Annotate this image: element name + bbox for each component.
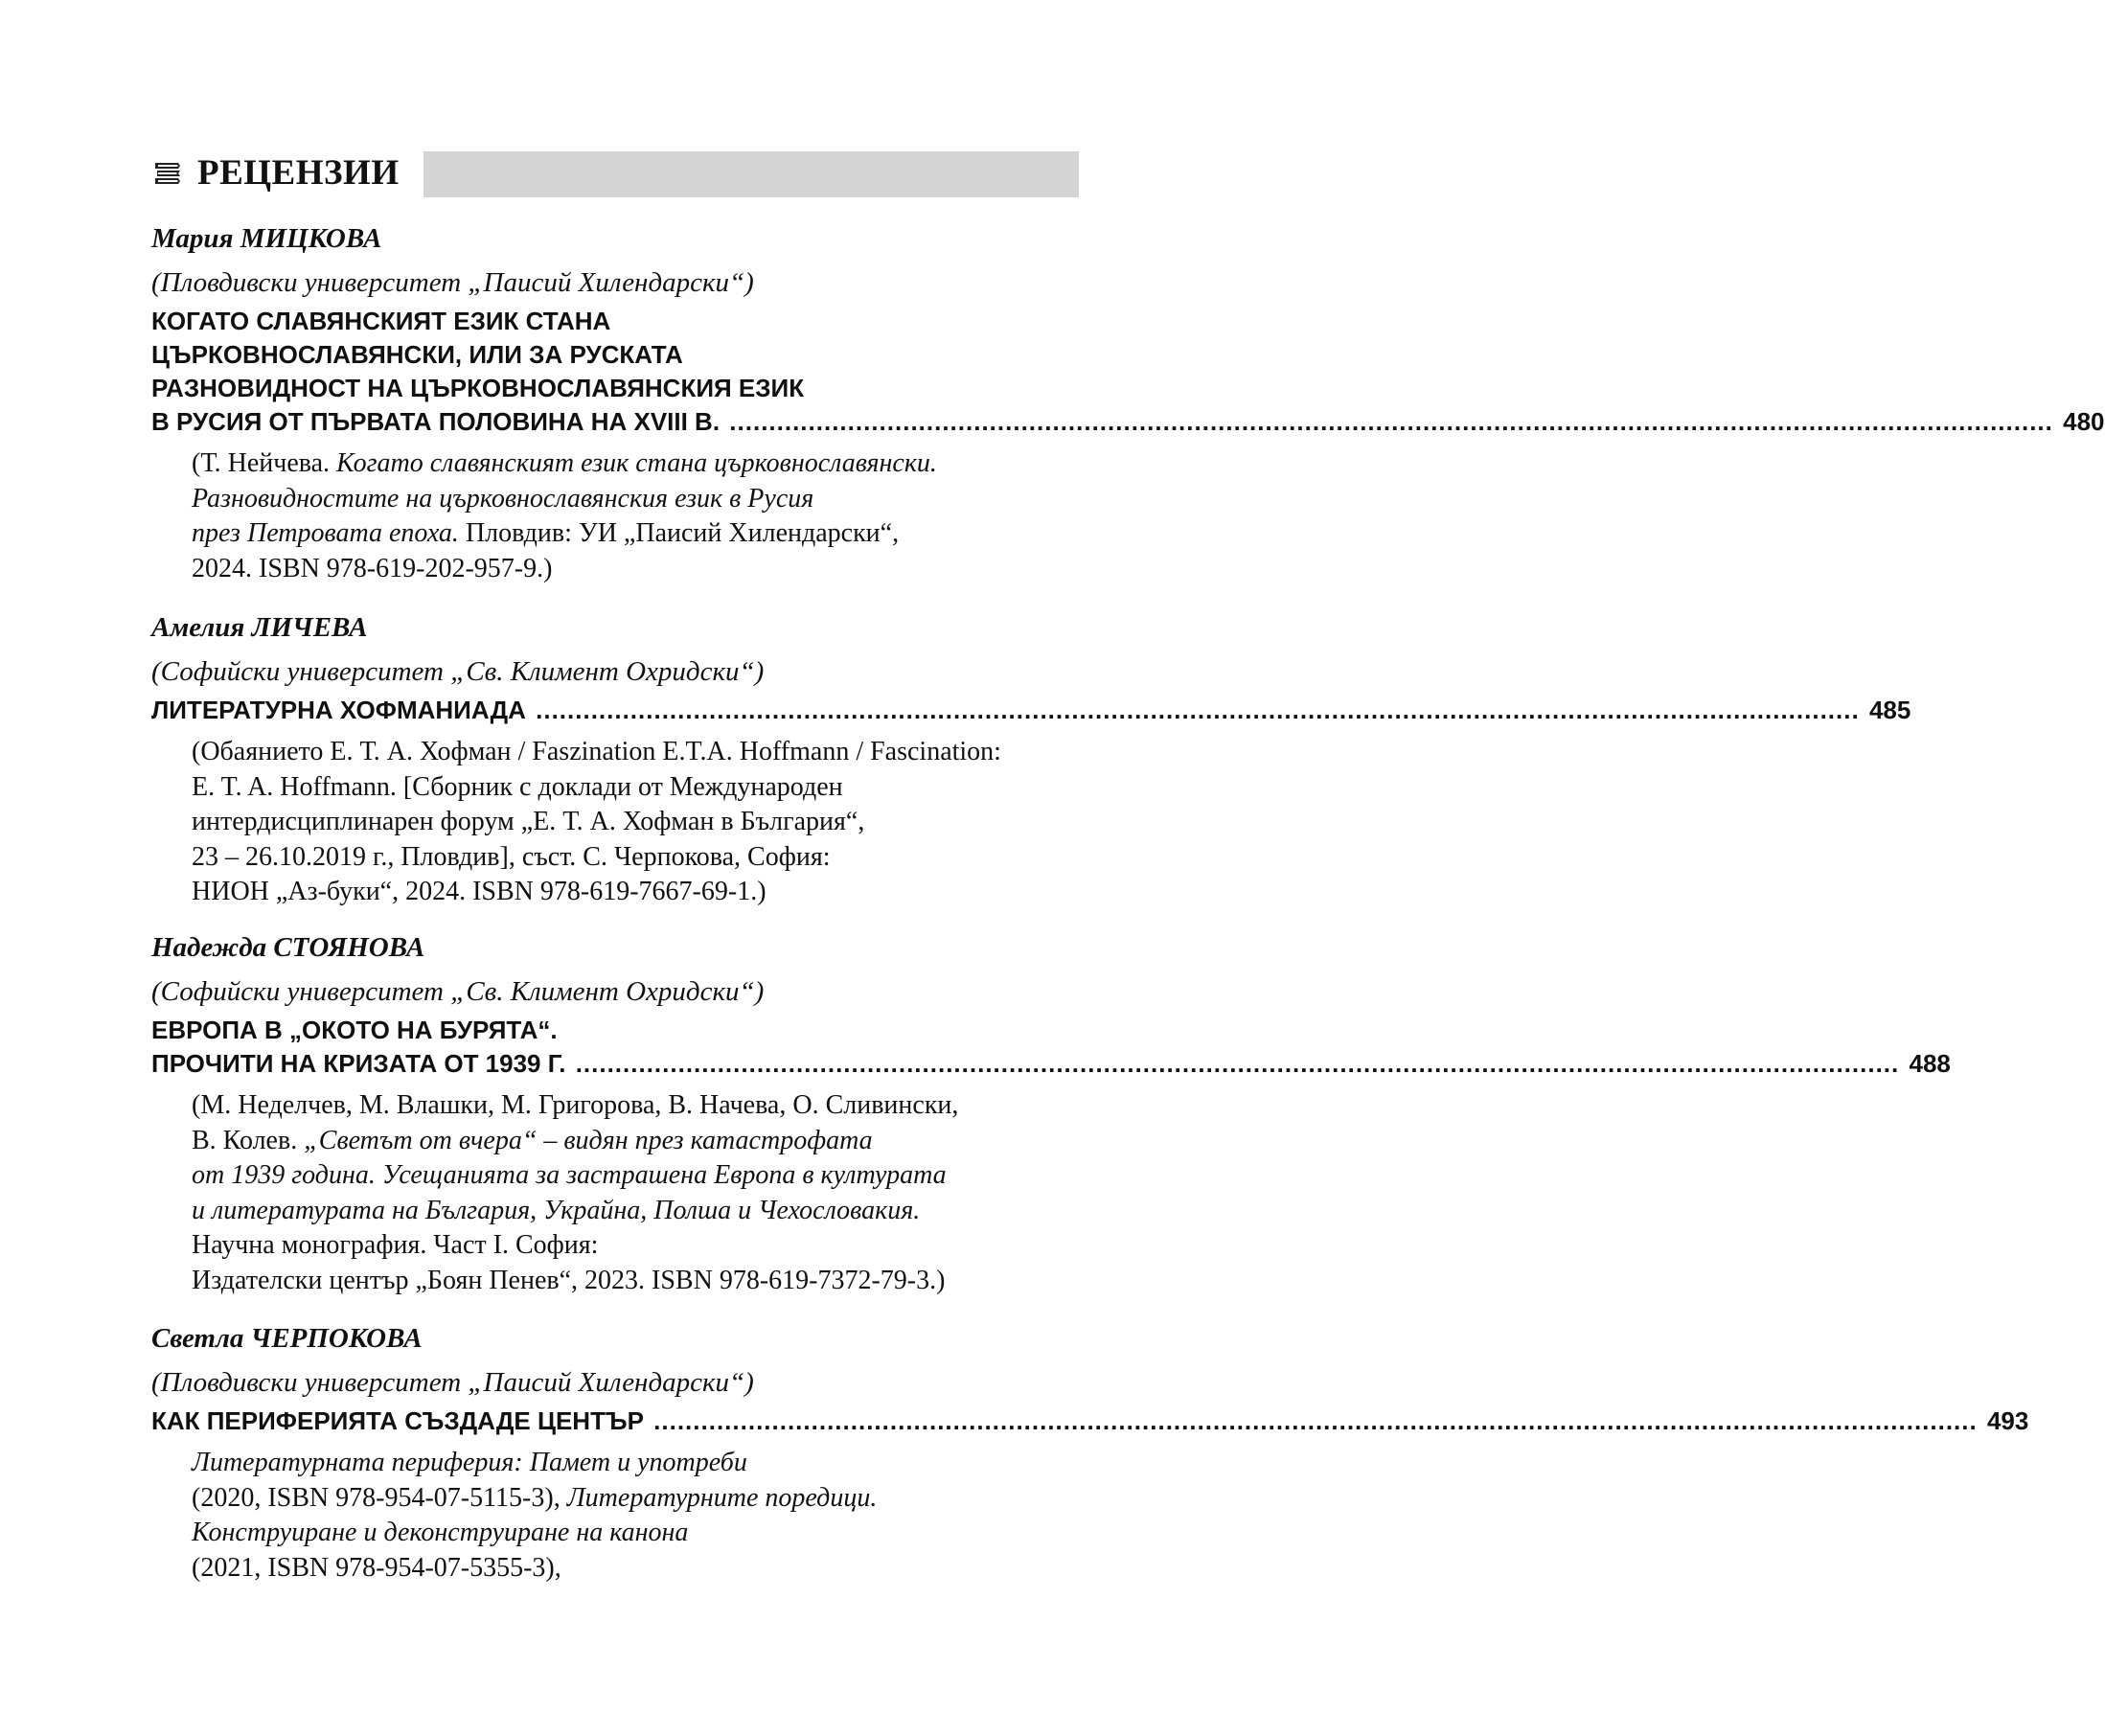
desc-book-title: и литературата на България, Украйна, Полша и Чехословакия. bbox=[192, 1195, 921, 1225]
entry-description bbox=[192, 1446, 1065, 1586]
dot-leader bbox=[576, 1049, 1900, 1078]
toc-entry bbox=[151, 1320, 2029, 1586]
entry-page-number[interactable]: 480 bbox=[2063, 407, 2105, 436]
entry-description bbox=[192, 735, 1065, 910]
toc-entry bbox=[151, 220, 2105, 586]
desc-text: В. Колев. bbox=[192, 1125, 305, 1155]
section-title: РЕЦЕНЗИИ bbox=[197, 153, 400, 193]
dot-leader bbox=[536, 696, 1860, 724]
desc-book-title: Разновидностите на църковнославянския език в Русия bbox=[192, 483, 814, 514]
desc-text: (2021, ISBN 978-954-07-5355-3), bbox=[192, 1552, 561, 1583]
entry-page-number[interactable]: 493 bbox=[1986, 1406, 2029, 1435]
toc-entry bbox=[151, 609, 1911, 910]
entry-title[interactable] bbox=[151, 1014, 1951, 1081]
desc-book-title: през Петровата епоха. bbox=[192, 518, 459, 548]
entry-title[interactable] bbox=[151, 694, 1911, 727]
entry-affiliation: (Софийски университет „Св. Климент Охридски“) bbox=[151, 656, 765, 687]
desc-text: (Т. Нейчева. bbox=[192, 448, 337, 478]
desc-book-title: Когато славянският език стана църковнославянски. bbox=[336, 448, 937, 478]
entry-affiliation: (Пловдивски университет „Паисий Хилендарски“) bbox=[151, 1367, 754, 1398]
entry-author: Мария МИЦКОВА bbox=[151, 223, 382, 254]
desc-book-title: от 1939 година. Усещанията за застрашена Европа в културата bbox=[192, 1160, 947, 1190]
entry-title-line: РАЗНОВИДНОСТ НА ЦЪРКОВНОСЛАВЯНСКИЯ ЕЗИК bbox=[151, 374, 805, 402]
dot-leader bbox=[729, 407, 2053, 436]
entry-title[interactable] bbox=[151, 1405, 2029, 1438]
entry-description bbox=[192, 446, 1065, 586]
desc-text: НИОН „Аз-буки“, 2024. ISBN 978-619-7667-69-1.) bbox=[192, 877, 766, 906]
desc-book-title: „Светът от вчера“ – видян през катастрофата bbox=[304, 1125, 873, 1155]
entry-title-line: ЕВРОПА В „ОКОТО НА БУРЯТА“. bbox=[151, 1016, 558, 1044]
entry-author: Надежда СТОЯНОВА bbox=[151, 932, 425, 963]
entry-title-line: В РУСИЯ ОТ ПЪРВАТА ПОЛОВИНА НА XVIII В. bbox=[151, 407, 721, 436]
book-stack-icon bbox=[153, 157, 182, 186]
entry-description bbox=[192, 1088, 1065, 1298]
desc-text: E. T. A. Hoffmann. [Сборник с доклади от Международен bbox=[192, 771, 843, 802]
desc-text: Издателски център „Боян Пенев“, 2023. ISBN 978-619-7372-79-3.) bbox=[192, 1265, 946, 1295]
entry-title-line: ЛИТЕРАТУРНА ХОФМАНИАДА bbox=[151, 696, 526, 724]
desc-text: 2024. ISBN 978-619-202-957-9.) bbox=[192, 553, 553, 583]
entry-author: Амелия ЛИЧЕВА bbox=[151, 612, 368, 643]
entry-title-line: КАК ПЕРИФЕРИЯТА СЪЗДАДЕ ЦЕНТЪР bbox=[151, 1406, 644, 1435]
desc-text: Научна монография. Част I. София: bbox=[192, 1230, 599, 1260]
entry-title-line: КОГАТО СЛАВЯНСКИЯТ ЕЗИК СТАНА bbox=[151, 307, 611, 335]
desc-book-title: Конструиране и деконструиране на канона bbox=[192, 1518, 689, 1547]
entry-title-line: ЦЪРКОВНОСЛАВЯНСКИ, ИЛИ ЗА РУСКАТА bbox=[151, 340, 683, 369]
entry-page-number[interactable]: 488 bbox=[1909, 1049, 1951, 1078]
desc-text: (Обаянието Е. Т. А. Хофман / Faszination E.T.A. Hoffmann / Fascination: bbox=[192, 737, 1001, 766]
desc-text: (2020, ISBN 978-954-07-5115-3), bbox=[192, 1482, 567, 1513]
dot-leader bbox=[653, 1406, 1978, 1435]
entry-page-number[interactable]: 485 bbox=[1868, 696, 1911, 724]
entry-title-line: ПРОЧИТИ НА КРИЗАТА ОТ 1939 Г. bbox=[151, 1049, 566, 1078]
desc-book-title: Литературната периферия: Памет и употреби bbox=[192, 1448, 747, 1477]
desc-book-title: Литературните поредици. bbox=[566, 1482, 878, 1513]
entry-title[interactable] bbox=[151, 305, 2105, 439]
entry-affiliation: (Пловдивски университет „Паисий Хилендарски“) bbox=[151, 267, 754, 298]
desc-text: 23 – 26.10.2019 г., Пловдив], съст. С. Черпокова, София: bbox=[192, 841, 831, 872]
section-header bbox=[151, 149, 1079, 197]
entry-author: Светла ЧЕРПОКОВА bbox=[151, 1323, 423, 1354]
desc-text: Пловдив: УИ „Паисий Хилендарски“, bbox=[458, 518, 900, 548]
toc-entry bbox=[151, 929, 1951, 1298]
desc-text: (М. Неделчев, М. Влашки, М. Григорова, В. Начева, О. Сливински, bbox=[192, 1090, 959, 1120]
header-bar bbox=[423, 151, 1079, 197]
entry-affiliation: (Софийски университет „Св. Климент Охридски“) bbox=[151, 976, 765, 1007]
desc-text: интердисциплинарен форум „Е. Т. А. Хофман в България“, bbox=[192, 807, 865, 836]
